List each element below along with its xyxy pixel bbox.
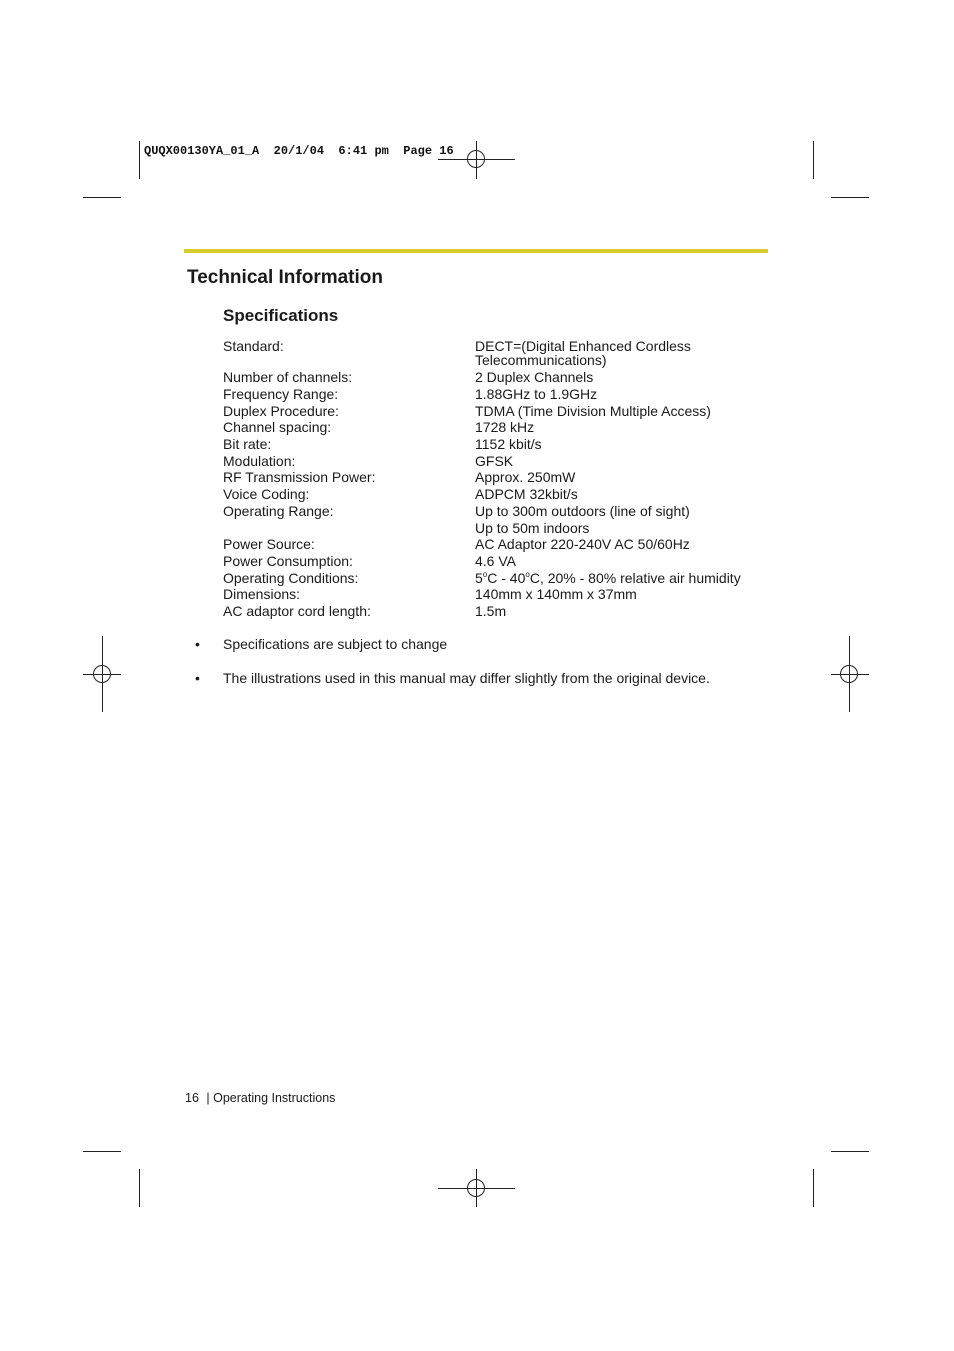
- spec-label: Frequency Range:: [223, 386, 339, 402]
- spec-value: Approx. 250mW: [475, 469, 576, 485]
- spec-label: Number of channels:: [223, 369, 353, 385]
- spec-value: 140mm x 140mm x 37mm: [475, 586, 637, 602]
- page-number: 16: [185, 1091, 199, 1105]
- spec-label: Modulation:: [223, 453, 296, 469]
- value-part: C - 40: [487, 570, 526, 586]
- bullet-mark: •: [195, 636, 200, 652]
- spec-label: Operating Conditions:: [223, 570, 359, 586]
- spec-value: 1.5m: [475, 603, 507, 619]
- spec-label: Channel spacing:: [223, 419, 332, 435]
- printer-slug: QUQX00130YA_01_A 20/1/04 6:41 pm Page 16: [144, 144, 454, 158]
- spec-value: DECT=(Digital Enhanced Cordless: [475, 338, 691, 354]
- footer-section: Operating Instructions: [213, 1091, 336, 1105]
- spec-label: Standard:: [223, 338, 284, 354]
- spec-value: AC Adaptor 220-240V AC 50/60Hz: [475, 536, 690, 552]
- spec-value-continued: Up to 50m indoors: [475, 520, 590, 536]
- spec-label: Voice Coding:: [223, 486, 310, 502]
- spec-value: 1728 kHz: [475, 419, 535, 435]
- spec-value: ADPCM 32kbit/s: [475, 486, 578, 502]
- spec-label: AC adaptor cord length:: [223, 603, 371, 619]
- spec-value: 2 Duplex Channels: [475, 369, 594, 385]
- spec-label: RF Transmission Power:: [223, 469, 376, 485]
- spec-value: TDMA (Time Division Multiple Access): [475, 403, 711, 419]
- spec-label: Dimensions:: [223, 586, 301, 602]
- degree-symbol: o: [525, 570, 530, 579]
- value-part: 5: [475, 570, 483, 586]
- spec-value: GFSK: [475, 453, 514, 469]
- page-title: Technical Information: [187, 267, 384, 288]
- spec-value: Up to 300m outdoors (line of sight): [475, 503, 690, 519]
- spec-label: Duplex Procedure:: [223, 403, 339, 419]
- section-subtitle: Specifications: [223, 306, 339, 325]
- spec-label: Bit rate:: [223, 436, 272, 452]
- spec-label: Power Source:: [223, 536, 315, 552]
- page-footer: [185, 1091, 335, 1105]
- degree-symbol: o: [482, 570, 488, 579]
- spec-value: 1.88GHz to 1.9GHz: [475, 386, 598, 402]
- value-part: C, 20% - 80% relative air humidity: [529, 570, 741, 586]
- section-rule: [184, 249, 768, 253]
- bullet-mark: •: [195, 670, 200, 686]
- spec-value: 4.6 VA: [475, 553, 516, 569]
- bullet-text: Specifications are subject to change: [223, 636, 448, 652]
- spec-value-continued: Telecommunications): [475, 352, 607, 368]
- spec-value: 1152 kbit/s: [475, 436, 542, 452]
- spec-label: Power Consumption:: [223, 553, 353, 569]
- spec-label: Operating Range:: [223, 503, 334, 519]
- bullet-text: The illustrations used in this manual may differ slightly from the original device.: [223, 670, 710, 686]
- spec-value: [475, 571, 741, 585]
- footer-separator: |: [206, 1091, 210, 1105]
